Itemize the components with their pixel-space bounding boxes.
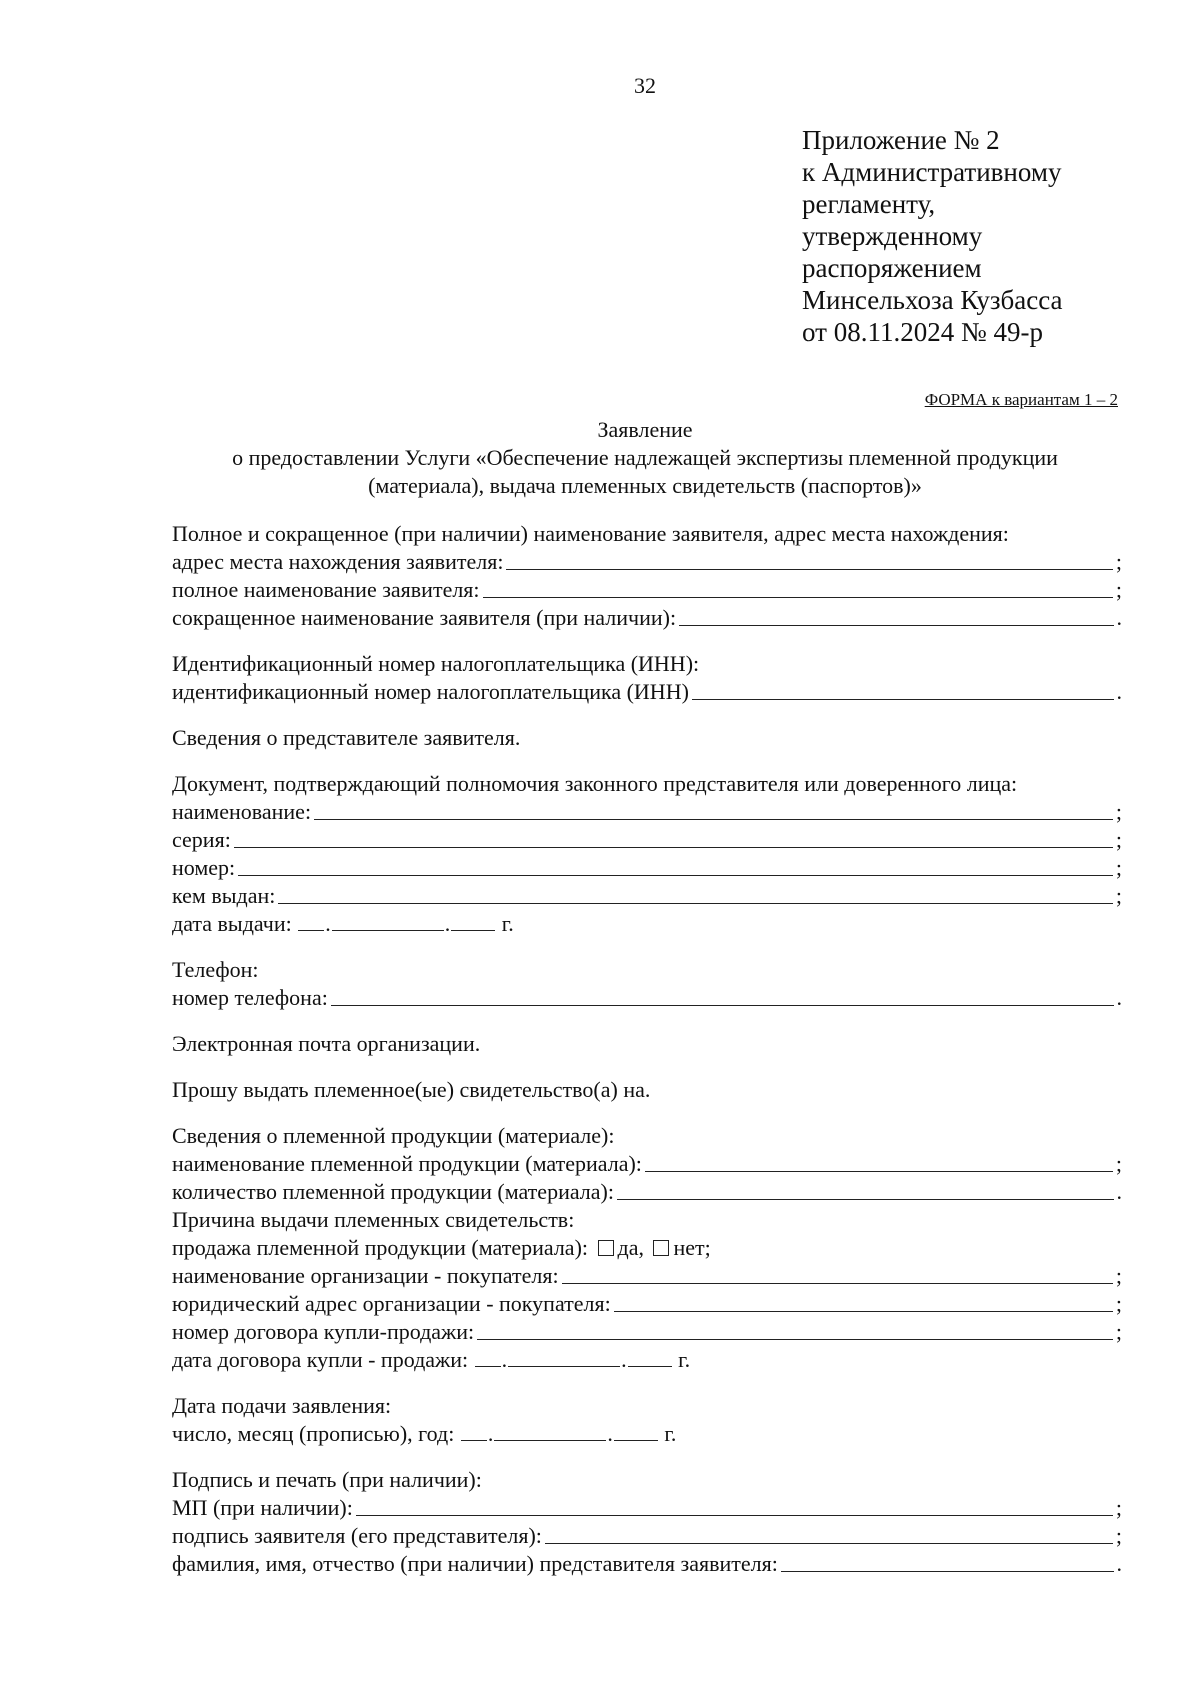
document-issued-by-field[interactable]: кем выдан: ; — [172, 883, 1122, 908]
reason-heading: Причина выдачи племенных свидетельств: — [172, 1207, 575, 1232]
buyer-name-field[interactable]: наименование организации - покупателя: ; — [172, 1263, 1122, 1288]
contract-number-field[interactable]: номер договора купли-продажи: ; — [172, 1319, 1122, 1344]
signature-heading: Подпись и печать (при наличии): — [172, 1467, 482, 1492]
inn-heading: Идентификационный номер налогоплательщика (ИНН): — [172, 651, 700, 676]
representative-fio-field[interactable]: фамилия, имя, отчество (при наличии) представителя заявителя: . — [172, 1551, 1122, 1576]
buyer-address-field[interactable]: юридический адрес организации - покупателя: ; — [172, 1291, 1122, 1316]
request-text: Прошу выдать племенное(ые) свидетельство(а) на. — [172, 1077, 651, 1102]
appendix-line: распоряжением — [802, 253, 982, 283]
stamp-field[interactable]: МП (при наличии): ; — [172, 1495, 1122, 1520]
appendix-line: от 08.11.2024 № 49-р — [802, 317, 1043, 347]
product-name-field[interactable]: наименование племенной продукции (материала): ; — [172, 1151, 1122, 1176]
document-name-field[interactable]: наименование: ; — [172, 799, 1122, 824]
yes-label: да, — [617, 1235, 644, 1260]
contract-date-field[interactable]: дата договора купли - продажи: . . г. — [172, 1347, 691, 1372]
submission-heading: Дата подачи заявления: — [172, 1393, 392, 1418]
appendix-line: регламенту, — [802, 189, 936, 219]
applicant-short-name-field[interactable]: сокращенное наименование заявителя (при наличии): . — [172, 605, 1122, 630]
title-line: Заявление — [597, 417, 693, 442]
no-checkbox[interactable] — [653, 1240, 669, 1256]
document-issue-date-field[interactable]: дата выдачи: . . г. — [172, 911, 514, 936]
document-heading: Документ, подтверждающий полномочия законного представителя или доверенного лица: — [172, 771, 1018, 796]
no-label: нет; — [673, 1235, 711, 1260]
page-number: 32 — [634, 73, 656, 98]
appendix-line: к Административному — [802, 157, 1062, 187]
product-heading: Сведения о племенной продукции (материале): — [172, 1123, 615, 1148]
title-line: (материала), выдача племенных свидетельств (паспортов)» — [368, 473, 922, 498]
appendix-block — [802, 124, 1063, 348]
applicant-heading: Полное и сокращенное (при наличии) наименование заявителя, адрес места нахождения: — [172, 521, 1009, 546]
form-body — [172, 520, 1122, 1578]
appendix-line: утвержденному — [802, 221, 983, 251]
sale-choice: продажа племенной продукции (материала): да, нет; — [172, 1235, 711, 1260]
title-line: о предоставлении Услуги «Обеспечение надлежащей экспертизы племенной продукции — [232, 445, 1058, 470]
email-heading: Электронная почта организации. — [172, 1031, 481, 1056]
representative-heading: Сведения о представителе заявителя. — [172, 725, 521, 750]
form-variant-label: ФОРМА к вариантам 1 – 2 — [924, 390, 1118, 409]
product-quantity-field[interactable]: количество племенной продукции (материала): . — [172, 1179, 1122, 1204]
submission-date-field[interactable]: число, месяц (прописью), год: . . г. — [172, 1421, 677, 1446]
document-series-field[interactable]: серия: ; — [172, 827, 1122, 852]
inn-field[interactable]: идентификационный номер налогоплательщика (ИНН) . — [172, 679, 1122, 704]
applicant-address-field[interactable]: адрес места нахождения заявителя: ; — [172, 549, 1122, 574]
appendix-line: Приложение № 2 — [802, 125, 1000, 155]
phone-heading: Телефон: — [172, 957, 259, 982]
signature-field[interactable]: подпись заявителя (его представителя): ; — [172, 1523, 1122, 1548]
document-title — [0, 416, 1200, 500]
phone-number-field[interactable]: номер телефона: . — [172, 985, 1122, 1010]
applicant-full-name-field[interactable]: полное наименование заявителя: ; — [172, 577, 1122, 602]
appendix-line: Минсельхоза Кузбасса — [802, 285, 1063, 315]
document-number-field[interactable]: номер: ; — [172, 855, 1122, 880]
yes-checkbox[interactable] — [598, 1240, 614, 1256]
